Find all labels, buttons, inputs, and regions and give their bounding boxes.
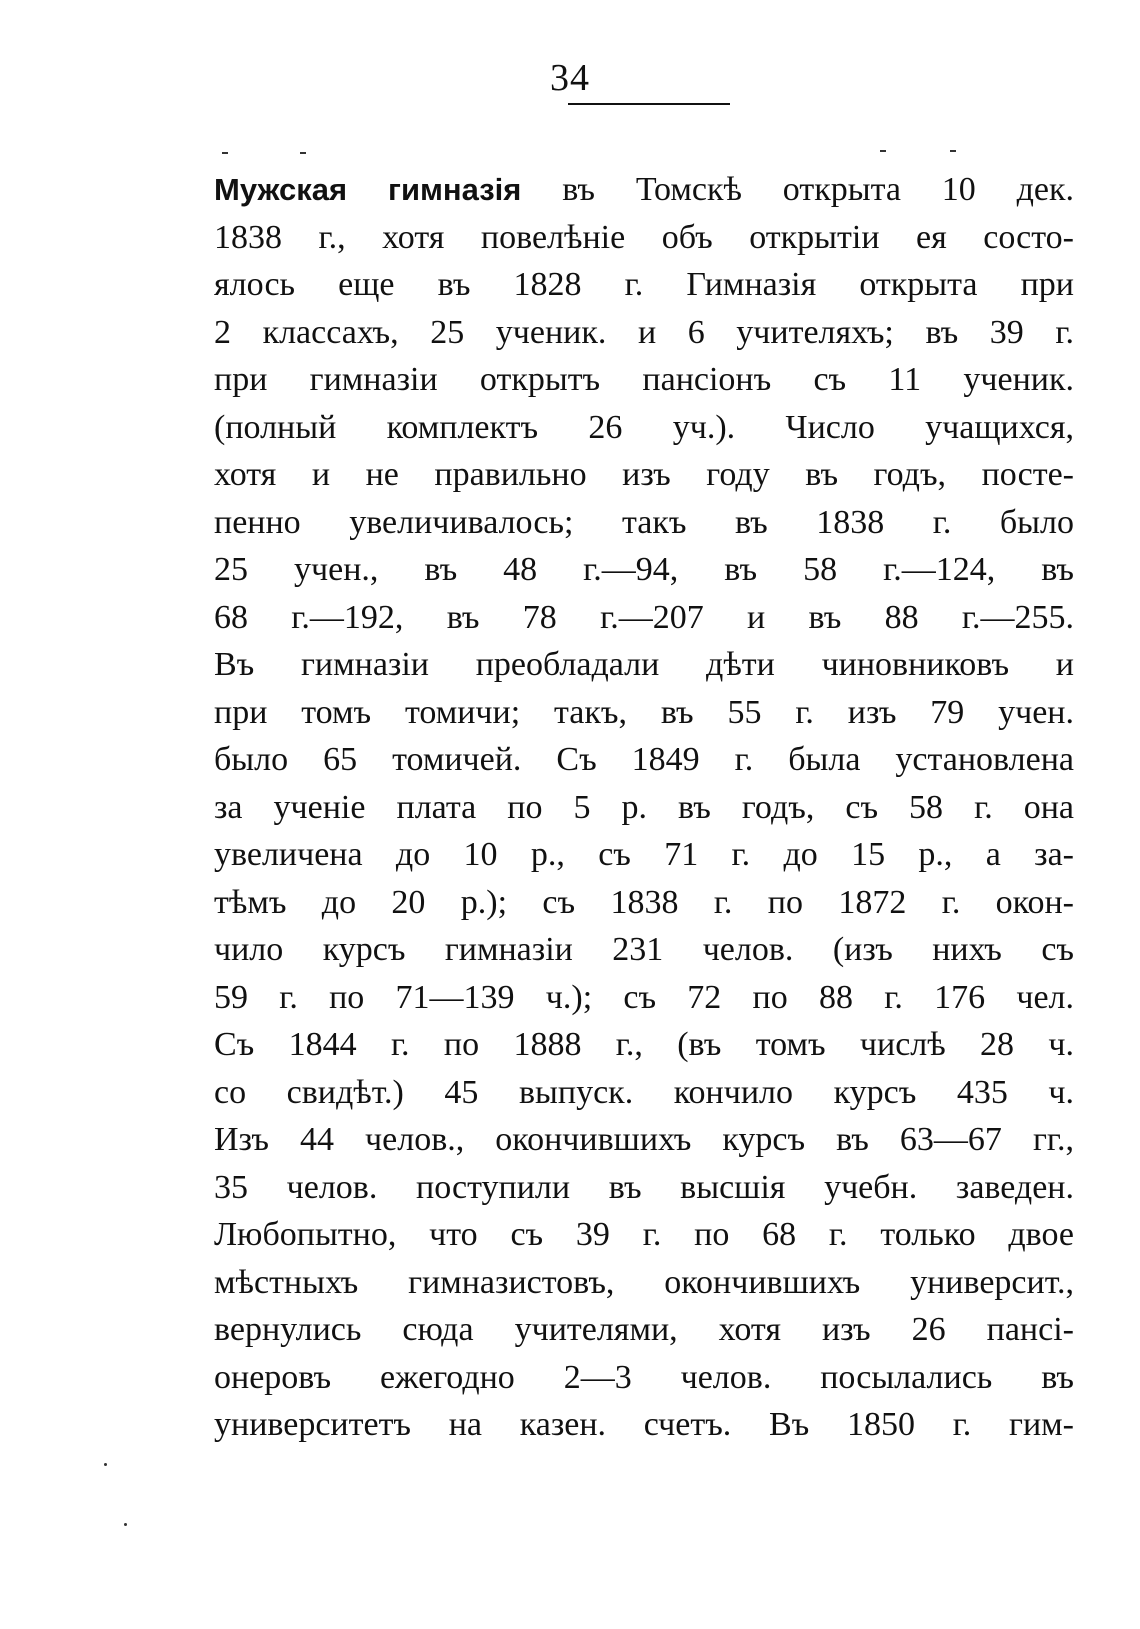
text-line: (полный комплектъ 26 уч.). Число учащихся,	[214, 408, 1074, 446]
text-line: 68 г.—192, въ 78 г.—207 и въ 88 г.—255.	[214, 598, 1074, 636]
text-line: онеровъ ежегодно 2—3 челов. посылались въ	[214, 1358, 1074, 1396]
text-line: при гимназіи открытъ пансіонъ съ 11 ученик.	[214, 361, 1074, 398]
text-line: тѣмъ до 20 р.); съ 1838 г. по 1872 г. окон-	[214, 883, 1074, 921]
scan-speck	[950, 150, 956, 152]
text-line: Въ гимназіи преобладали дѣти чиновниковъ и	[214, 646, 1074, 683]
text-line: увеличена до 10 р., съ 71 г. до 15 р., а за-	[214, 836, 1074, 873]
text-line: 25 учен., въ 48 г.—94, въ 58 г.—124, въ	[214, 551, 1074, 588]
text-line: Изъ 44 челов., окончившихъ курсъ въ 63—67 гг.,	[214, 1121, 1074, 1158]
text-line	[214, 166, 1074, 214]
text-line: со свидѣт.) 45 выпуск. кончило курсъ 435 ч.	[214, 1073, 1074, 1111]
text-line: 35 челов. поступили въ высшія учебн. заведен.	[214, 1168, 1074, 1206]
text-line: пенно увеличивалось; такъ въ 1838 г. было	[214, 503, 1074, 541]
text-line: мѣстныхъ гимназистовъ, окончившихъ университ.,	[214, 1263, 1074, 1301]
scan-speck	[222, 152, 228, 154]
text-line: Съ 1844 г. по 1888 г., (въ томъ числѣ 28 ч.	[214, 1026, 1074, 1063]
text-line: хотя и не правильно изъ году въ годъ, посте-	[214, 456, 1074, 493]
scan-speck	[880, 150, 886, 152]
lead-heading: Мужская гимназія	[214, 172, 522, 207]
scan-speck	[104, 1463, 107, 1466]
body-text	[214, 166, 1074, 1449]
text-line: за ученіе плата по 5 р. въ годъ, съ 58 г. она	[214, 788, 1074, 826]
page-number-rule	[568, 103, 730, 105]
page-number: 34	[550, 57, 590, 99]
scan-speck	[124, 1523, 127, 1526]
text-line: 1838 г., хотя повелѣніе объ открытіи ея состо-	[214, 218, 1074, 256]
text-line: было 65 томичей. Съ 1849 г. была установлена	[214, 741, 1074, 778]
text-line: при томъ томичи; такъ, въ 55 г. изъ 79 учен.	[214, 693, 1074, 731]
text-line: 2 классахъ, 25 ученик. и 6 учителяхъ; въ 39 г.	[214, 313, 1074, 351]
first-line-rest: въ Томскѣ открыта 10 дек.	[521, 171, 1074, 208]
text-line: Любопытно, что съ 39 г. по 68 г. только двое	[214, 1216, 1074, 1253]
text-line: вернулись сюда учителями, хотя изъ 26 пансі-	[214, 1311, 1074, 1348]
text-line: ялось еще въ 1828 г. Гимназія открыта при	[214, 266, 1074, 303]
text-line: 59 г. по 71—139 ч.); съ 72 по 88 г. 176 чел.	[214, 978, 1074, 1016]
text-line: чило курсъ гимназіи 231 челов. (изъ нихъ съ	[214, 931, 1074, 968]
scan-speck	[300, 152, 306, 154]
text-line: университетъ на казен. счетъ. Въ 1850 г. гим-	[214, 1406, 1074, 1443]
